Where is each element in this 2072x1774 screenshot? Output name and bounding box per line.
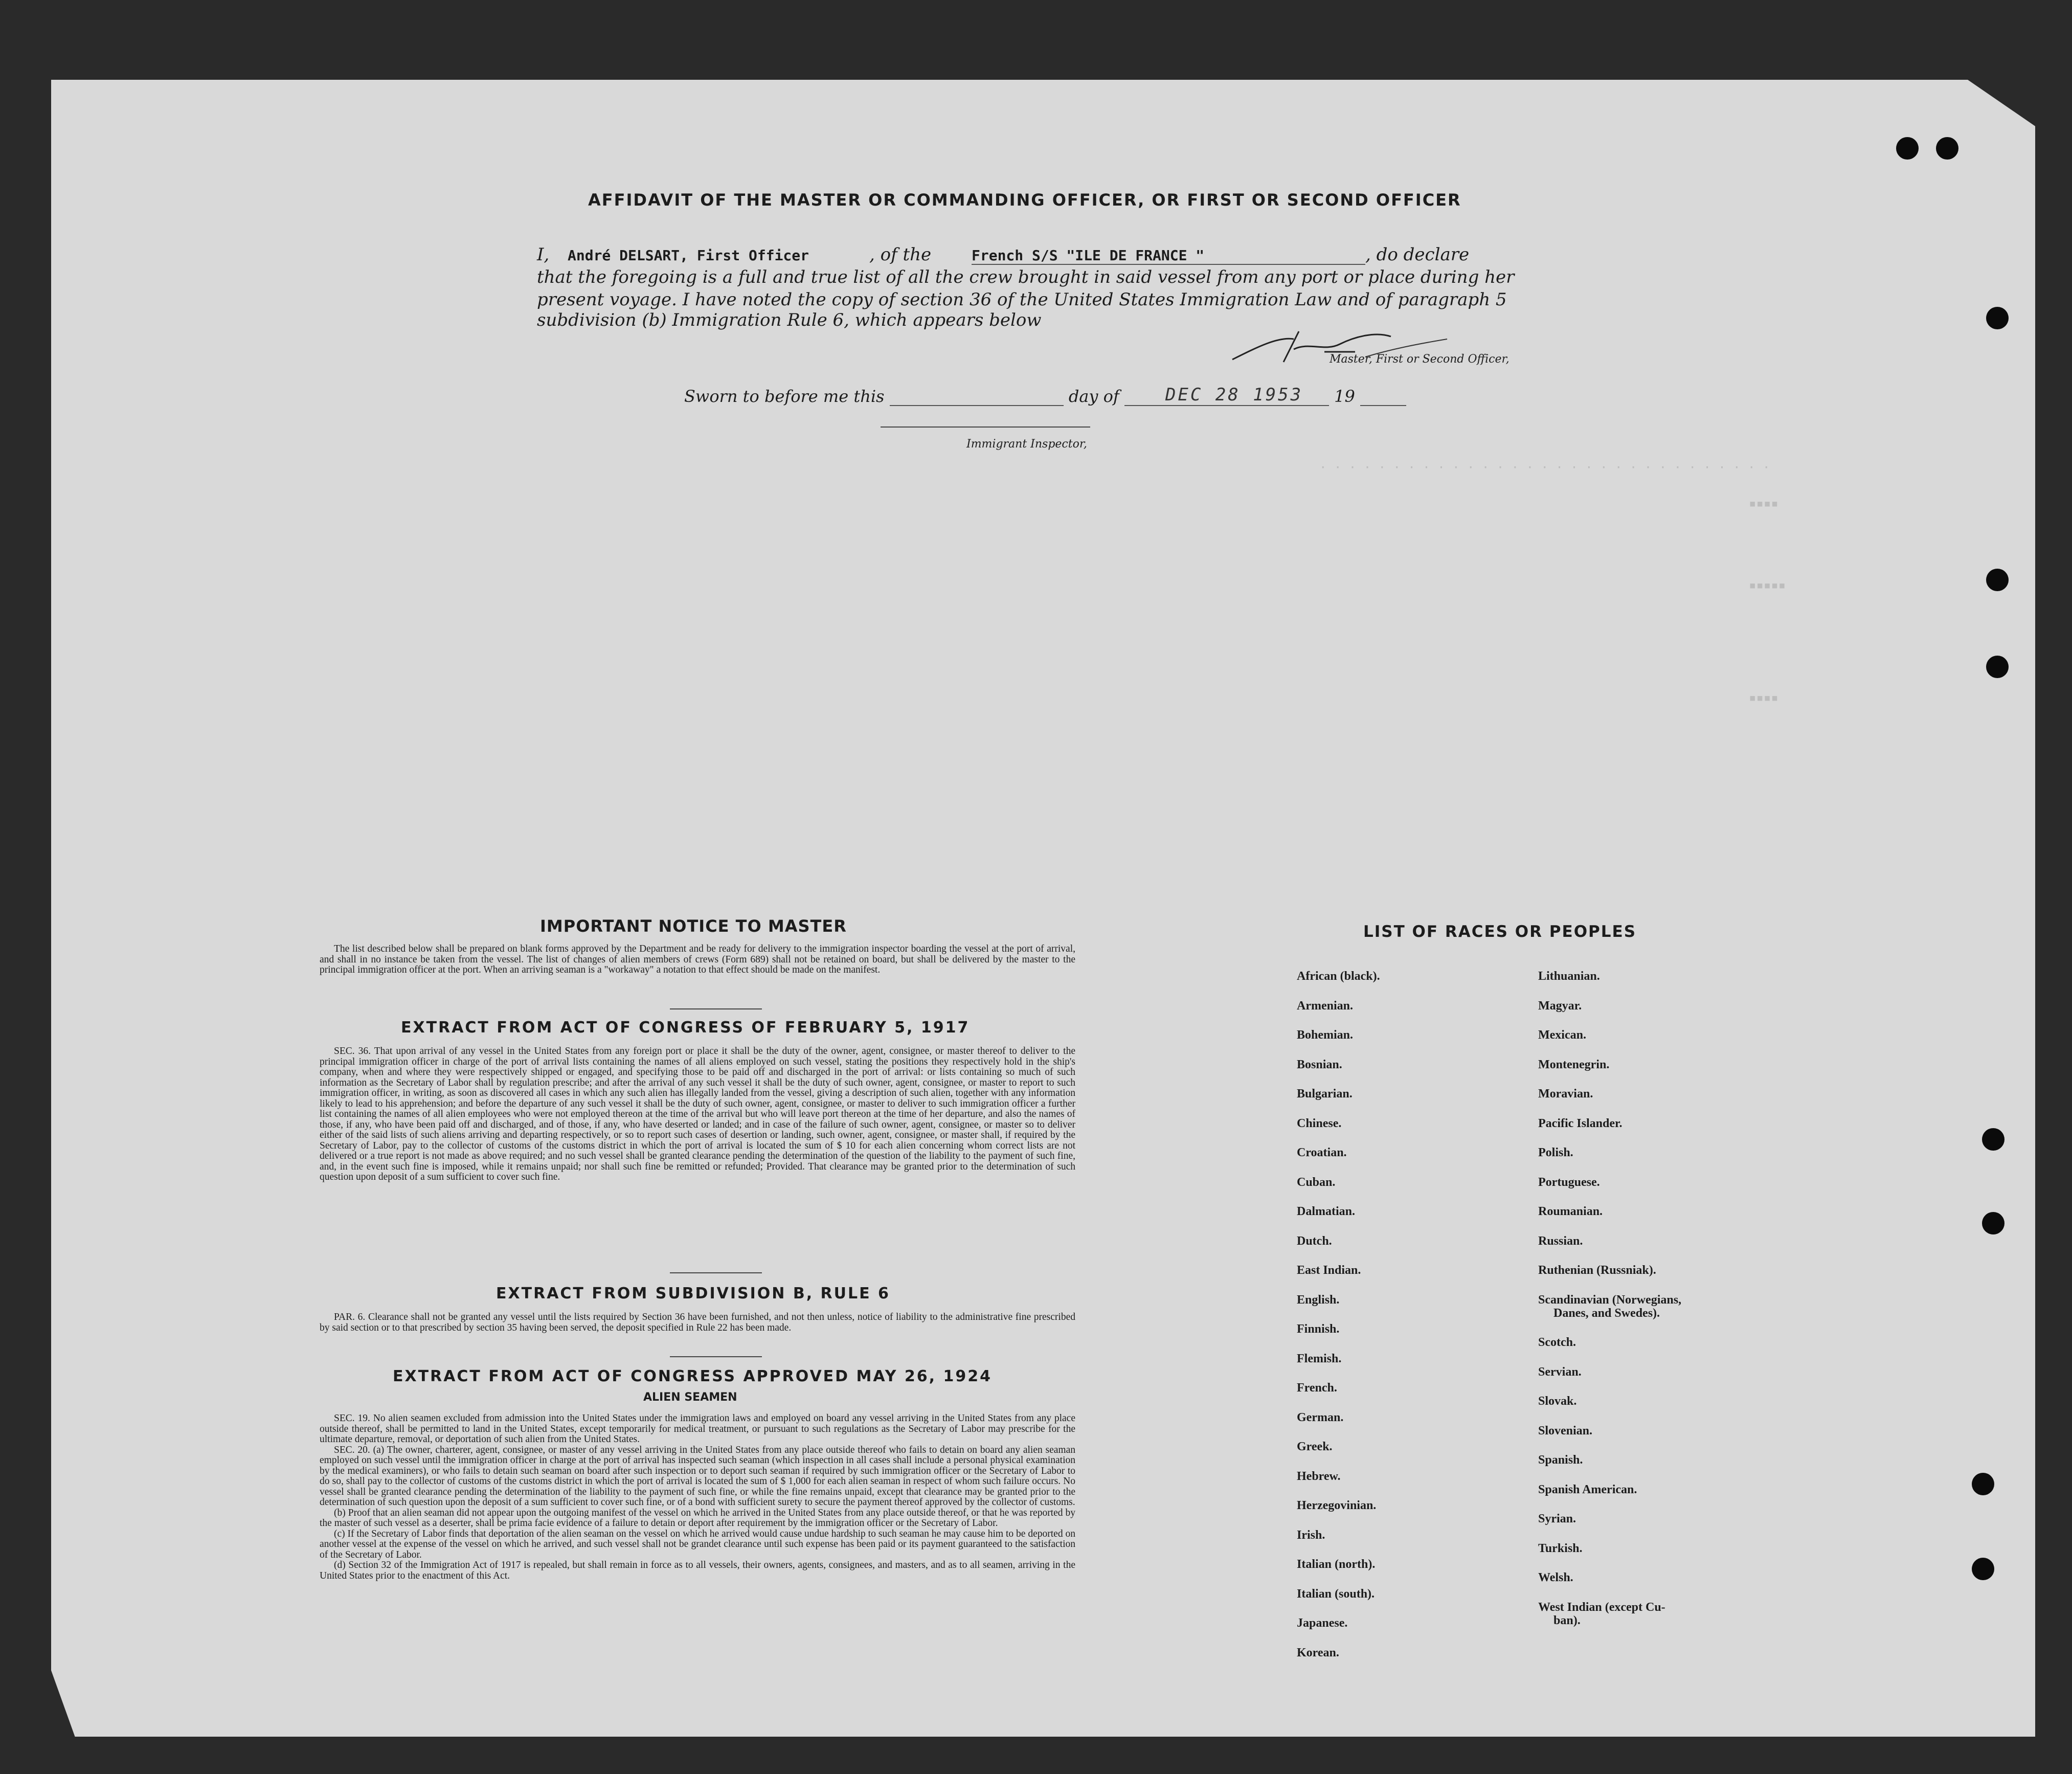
race-item-left-0: African (black). <box>1297 970 1380 983</box>
race-item-right-13: Servian. <box>1538 1365 1582 1379</box>
sworn-month-blank <box>1124 385 1329 406</box>
race-item-right-14: Slovak. <box>1538 1395 1577 1408</box>
year-blank <box>1360 405 1406 406</box>
notice-text: The list described below shall be prepared on blank forms approved by the Department and be ready for delivery to the immigration inspector boarding the vessel at the port of arrival, and shall in no instance be taken from the vessel. The list of changes of alien members of crews (Form 689) shall not be retained on board, but shall be delivered by the master to the principal immigration officer at the port. When an arriving seaman is a "workaway" a notation to that effect should be made on the manifest. <box>320 944 1075 975</box>
of-the-text: , of the <box>869 244 932 265</box>
race-item-right-11: Scandinavian (Norwegians, Danes, and Swedes). <box>1538 1293 1682 1320</box>
rule6-title: EXTRACT FROM SUBDIVISION B, RULE 6 <box>496 1285 890 1303</box>
affidavit-title: AFFIDAVIT OF THE MASTER OR COMMANDING OFFICER, OR FIRST OR SECOND OFFICER <box>588 190 1461 210</box>
race-item-left-21: Italian (south). <box>1297 1587 1375 1601</box>
race-item-right-3: Montenegrin. <box>1538 1058 1610 1071</box>
affidavit-line-4: subdivision (b) Immigration Rule 6, which appears below <box>537 310 1042 330</box>
race-item-right-1: Magyar. <box>1538 999 1582 1013</box>
extract-1924-title: EXTRACT FROM ACT OF CONGRESS APPROVED MAY 26, 1924 <box>393 1367 992 1385</box>
race-item-left-16: Greek. <box>1297 1440 1333 1453</box>
bleed-through-column: ▪▪▪▪ <box>1749 690 1778 705</box>
race-item-right-21: West Indian (except Cu- ban). <box>1538 1600 1665 1627</box>
race-item-left-19: Irish. <box>1297 1528 1325 1542</box>
race-item-left-11: English. <box>1297 1293 1340 1307</box>
sworn-prefix: Sworn to before me this <box>684 387 885 406</box>
race-item-right-5: Pacific Islander. <box>1538 1116 1623 1130</box>
alien-seamen-subtitle: ALIEN SEAMEN <box>643 1391 737 1404</box>
race-item-left-6: Croatian. <box>1297 1146 1347 1159</box>
affidavit-line-1 <box>537 244 1469 265</box>
sec-20d-paragraph: (d) Section 32 of the Immigration Act of 1917 is repealed, but shall remain in force as to all vessels, their owners, agents, consignees, and masters, and as to all seamen, arriving in the United States prior to the enactment of this Act. <box>320 1560 1075 1581</box>
day-of-text: day of <box>1068 387 1119 406</box>
race-item-left-22: Japanese. <box>1297 1616 1348 1630</box>
race-item-right-6: Polish. <box>1538 1146 1573 1159</box>
date-stamp: DEC 28 1953 <box>1165 385 1303 405</box>
binder-hole <box>1972 1473 1994 1495</box>
race-item-right-12: Scotch. <box>1538 1336 1576 1349</box>
race-item-right-7: Portuguese. <box>1538 1175 1600 1189</box>
binder-hole <box>1972 1558 1994 1580</box>
declare-text: , do declare <box>1365 244 1470 265</box>
race-item-left-4: Bulgarian. <box>1297 1087 1353 1101</box>
race-item-right-4: Moravian. <box>1538 1087 1593 1101</box>
affidavit-line-3: present voyage. I have noted the copy of section 36 of the United States Immigration Law and of paragraph 5 <box>537 289 1507 310</box>
binder-hole <box>1986 656 2009 678</box>
race-item-right-2: Mexican. <box>1538 1028 1586 1042</box>
race-item-left-15: German. <box>1297 1410 1344 1424</box>
inspector-signature-line <box>881 426 1090 428</box>
bleed-through-column: ▪▪▪▪ <box>1749 496 1778 510</box>
race-item-right-16: Spanish. <box>1538 1453 1583 1467</box>
race-item-left-20: Italian (north). <box>1297 1558 1376 1571</box>
race-item-left-9: Dutch. <box>1297 1234 1332 1248</box>
race-item-left-13: Flemish. <box>1297 1352 1342 1365</box>
sec-19-paragraph: SEC. 19. No alien seamen excluded from admission into the United States under the immigration laws and employed on board any vessel arriving in the United States from any place outside thereof, shall be permitted to land in the United States, except temporarily for medical treatment, or pursuant to such regulations as the Secretary of Labor may prescribe for the ultimate departure, removal, or deportation of such alien from the United States. <box>320 1413 1075 1445</box>
race-item-right-15: Slovenian. <box>1538 1424 1593 1438</box>
notice-title: IMPORTANT NOTICE TO MASTER <box>540 916 847 936</box>
bleed-through-column: · · · · · · · · · · · · · · · · · · · · · · · · · · · · · · · <box>1319 460 1770 475</box>
signature-caption: Master, First or Second Officer, <box>1330 353 1510 366</box>
binder-hole <box>1982 1128 2005 1151</box>
race-item-left-1: Armenian. <box>1297 999 1353 1013</box>
race-item-right-17: Spanish American. <box>1538 1483 1637 1496</box>
sworn-day-blank <box>890 405 1064 406</box>
sworn-line <box>684 385 1406 406</box>
officer-name: André DELSART, First Officer <box>568 247 809 264</box>
race-item-right-8: Roumanian. <box>1538 1205 1603 1218</box>
rule6-text: PAR. 6. Clearance shall not be granted any vessel until the lists required by Section 36 have been furnished, and not then unless, notice of liability to the administrative fine prescribed by said section or to that prescribed by section 35 having been served, the deposit specified in Rule 22 has been made. <box>320 1312 1075 1333</box>
bleed-through-column: ▪▪▪▪▪ <box>1749 578 1786 592</box>
race-item-left-3: Bosnian. <box>1297 1058 1342 1071</box>
year-prefix: 19 <box>1334 387 1355 406</box>
race-item-left-14: French. <box>1297 1381 1337 1395</box>
race-item-left-2: Bohemian. <box>1297 1028 1354 1042</box>
binder-hole <box>1986 569 2009 591</box>
sec-20c-paragraph: (c) If the Secretary of Labor finds that deportation of the alien seaman on the vessel on which he arrived would cause undue hardship to such seaman he may cause him to be deported on another vessel at the expense of the vessel on which he arrived, and such vessel shall not be grandet clearance until such expense has been paid or its payment guaranteed to the satisfaction of the Secretary of Labor. <box>320 1528 1075 1560</box>
race-item-right-20: Welsh. <box>1538 1571 1573 1584</box>
affidavit-i: I, <box>537 244 550 265</box>
race-item-right-19: Turkish. <box>1538 1541 1583 1555</box>
sec-20b-paragraph: (b) Proof that an alien seaman did not appear upon the outgoing manifest of the vessel on which he arrived in the United States from any place outside thereof, or that he was reported by the master of such vessel as a deserter, shall be prima facie evidence of a failure to detain or deport after requirement by the immigration officer or the Secretary of Labor. <box>320 1507 1075 1529</box>
race-item-left-10: East Indian. <box>1297 1264 1361 1277</box>
extract-1917-text: SEC. 36. That upon arrival of any vessel in the United States from any foreign port or place it shall be the duty of the owner, agent, consignee, or master thereof to deliver to the principal immigration officer in charge of the port of arrival lists containing the names of all aliens employed on such vessel, stating the positions they respectively hold in the ship's company, when and where they were respectively shipped or engaged, and specifying those to be paid off and discharged in the port of arrival: or lists containing so much of such information as the Secretary of Labor shall by regulation prescribe; and after the arrival of any such vessel it shall be the duty of such owner, agent, consignee, or master to report to such immigration officer, in writing, as soon as discovered all cases in which any such alien has illegally landed from the vessel, giving a description of such alien, together with any information likely to lead to his apprehension; and before the departure of any such vessel it shall be the duty of such owner, agent, consignee, or master to deliver to such immigration officer a further list containing the names of all alien employees who were not employed thereon at the time of the arrival but who will leave port thereon at the time of her departure, and also the names of those, if any, who have been paid off and discharged, and of those, if any, who have deserted or landed; and in case of the failure of such owner, agent, consignee, or master so to deliver either of the said lists of such aliens arriving and departing respectively, or so to report such cases of desertion or landing, such owner, agent, consignee, or master shall, if required by the Secretary of Labor, pay to the collector of customs of the customs district in which the port of arrival is located the sum of $ 10 for each alien concerning whom correct lists are not delivered or a true report is not made as above required; and no such vessel shall be granted clearance pending the determination of the question of the liability to the payment of such fine, and, in the event such fine is imposed, while it remains unpaid; nor shall such fine be remitted or refunded; Provided. That clearance may be granted prior to the determination of such question upon deposit of a sum sufficient to cover such fine. <box>320 1046 1075 1182</box>
race-item-right-0: Lithuanian. <box>1538 970 1600 983</box>
race-item-left-8: Dalmatian. <box>1297 1205 1355 1218</box>
race-item-right-9: Russian. <box>1538 1234 1583 1248</box>
race-item-left-5: Chinese. <box>1297 1116 1342 1130</box>
race-item-right-10: Ruthenian (Russniak). <box>1538 1264 1656 1277</box>
binder-hole <box>1986 307 2009 329</box>
race-item-left-17: Hebrew. <box>1297 1469 1341 1483</box>
extract-1924-text <box>320 1413 1075 1581</box>
race-item-left-7: Cuban. <box>1297 1175 1336 1189</box>
race-item-left-23: Korean. <box>1297 1646 1339 1659</box>
race-item-right-18: Syrian. <box>1538 1512 1576 1525</box>
inspector-caption: Immigrant Inspector, <box>966 438 1087 451</box>
sec-20a-paragraph: SEC. 20. (a) The owner, charterer, agent, consignee, or master of any vessel arriving in the United States from any place outside thereof who fails to detain on board any alien seaman employed on such vessel until the immigration officer in charge at the port of arrival has inspected such seaman (which inspection in all cases shall include a personal physical examination by the medical examiners), or who fails to detain such seaman on board after such inspection or to deport such seaman if required by such immigration officer or the Secretary of Labor to do so, shall pay to the collector of customs of the customs district in which the port of arrival is located the sum of $ 1,000 for each alien seaman in respect of whom such failure occurs. No vessel shall be granted clearance pending the determination of the liability to the payment of such fine, or while the fine remains unpaid, except that clearance may be granted prior to the determination of such question upon the deposit of a sum sufficient to cover such fine, or of a bond with sufficient surety to secure the payment thereof approved by the collector of customs. <box>320 1444 1075 1508</box>
section-divider <box>670 1356 762 1357</box>
section-divider <box>670 1008 762 1009</box>
races-title: LIST OF RACES OR PEOPLES <box>1363 923 1637 941</box>
vessel-name: French S/S "ILE DE FRANCE " <box>972 247 1365 265</box>
binder-hole <box>1896 137 1919 160</box>
race-item-left-12: Finnish. <box>1297 1322 1340 1336</box>
race-item-left-18: Herzegovinian. <box>1297 1499 1377 1512</box>
binder-hole <box>1936 137 1958 160</box>
extract-1917-title: EXTRACT FROM ACT OF CONGRESS OF FEBRUARY 5, 1917 <box>401 1019 970 1037</box>
affidavit-line-2: that the foregoing is a full and true list of all the crew brought in said vessel from any port or place during her <box>537 267 1515 287</box>
section-divider <box>670 1272 762 1273</box>
binder-hole <box>1982 1212 2005 1234</box>
